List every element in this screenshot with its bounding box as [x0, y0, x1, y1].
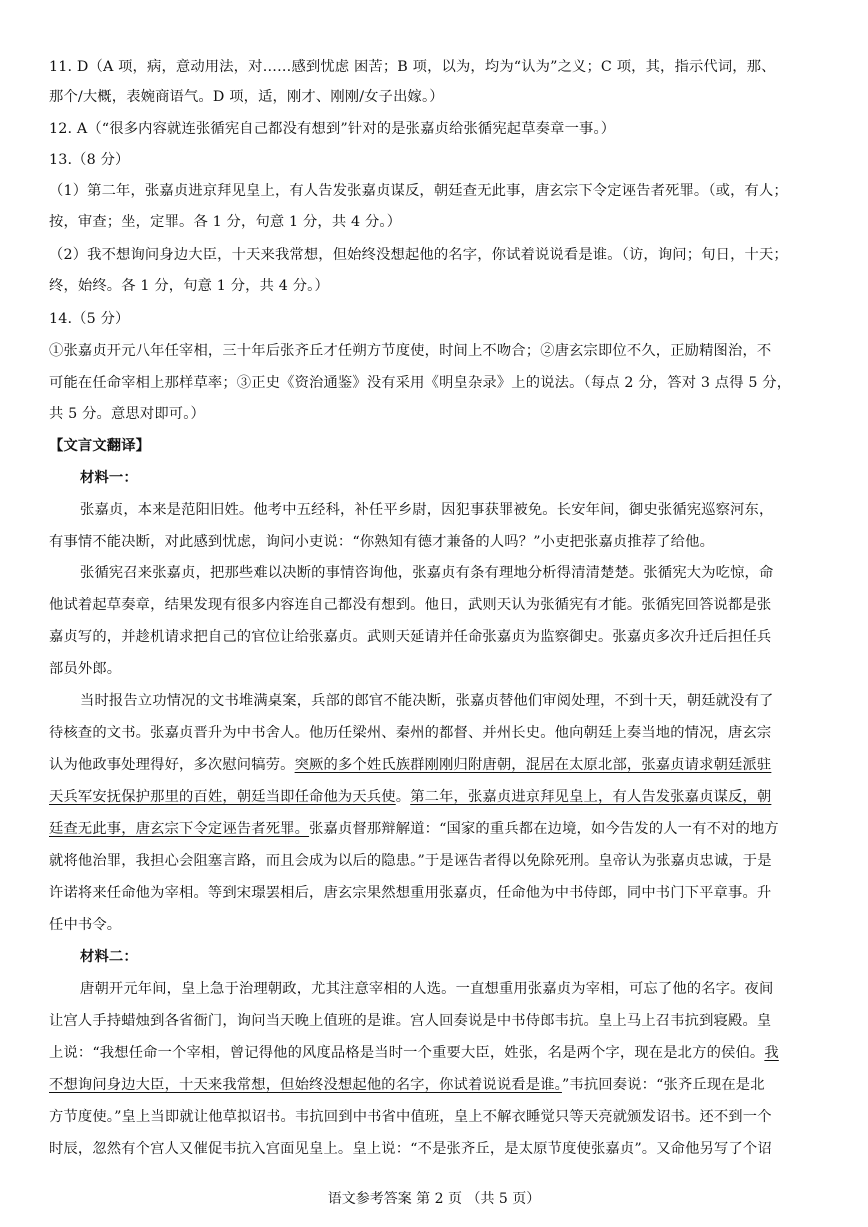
- material-1-p2-line-4: 部员外郎。: [49, 661, 122, 677]
- answer-14-heading: 14.（5 分）: [49, 311, 130, 327]
- material-1-p2-line-2: 他试着起草奏章，结果发现有很多内容连自己都没有想到。他日，武则天认为张循宪有才能。张循宪回答说都是张: [49, 597, 772, 613]
- material-2-p1-line-6: 时辰，忽然有个宫人又催促韦抗入宫面见皇上。皇上说：“不是张齐丘，是太原节度使张嘉贞”。又命他另写了个诏: [49, 1141, 772, 1157]
- underlined-text: 不想询问身边大臣，十天来我常想，但始终没想起他的名字，你试着说说看是谁。: [49, 1077, 562, 1093]
- plain-text: 。: [395, 789, 411, 805]
- translation-heading: 【文言文翻译】: [49, 438, 151, 454]
- plain-text: ”韦抗回奏说：“张齐丘现在是北: [561, 1077, 765, 1093]
- material-1-p3-line-1: 当时报告立功情况的文书堆满桌案，兵部的郎官不能决断，张嘉贞替他们审阅处理，不到十天，朝廷就没有了: [80, 693, 774, 709]
- plain-text: 张嘉贞督那辩解道：“国家的重兵都在边境，如今告发的人一有不对的地方: [309, 821, 779, 837]
- material-1-p2-line-3: 嘉贞写的，并趁机请求把自己的官位让给张嘉贞。武则天延请并任命张嘉贞为监察御史。张嘉贞多次升迁后担任兵: [49, 629, 772, 645]
- plain-text: 认为他政事处理得好，多次慰问犒劳。: [49, 757, 295, 773]
- material-1-p3-line-3: [49, 754, 821, 776]
- material-1-p1-line-1: 张嘉贞，本来是范阳旧姓。他考中五经科，补任平乡尉，因犯事获罪被免。长安年间，御史张循宪巡察河东，: [80, 502, 774, 518]
- answer-14-line-1: ①张嘉贞开元八年任宰相，三十年后张齐丘才任朔方节度使，时间上不吻合；②唐玄宗即位不久，正励精图治，不: [49, 343, 772, 359]
- answer-11-line-2: 那个/大概，表婉商语气。D 项，适，刚才、刚刚/女子出嫁。）: [49, 89, 444, 105]
- underlined-text: 廷查无此事，唐玄宗下令定诬告者死罪。: [49, 821, 310, 837]
- material-2-p1-line-1: 唐朝开元年间，皇上急于治理朝政，尤其注意宰相的人选。一直想重用张嘉贞为宰相，可忘了他的名字。夜间: [80, 981, 774, 997]
- material-1-p3-line-2: 待核查的文书。张嘉贞晋升为中书舍人。他历任梁州、秦州的都督、并州长史。他向朝廷上奏当地的情况，唐玄宗: [49, 725, 772, 741]
- material-2-label: 材料二：: [80, 949, 138, 965]
- answer-14-line-3: 共 5 分。意思对即可。）: [49, 406, 205, 422]
- answer-13-line-4: 终，始终。各 1 分，句意 1 分，共 4 分。）: [49, 278, 329, 294]
- material-2-p1-line-3: [49, 1042, 821, 1064]
- answer-14-line-2: 可能在任命宰相上那样草率；③正史《资治通鉴》没有采用《明皇杂录》上的说法。（每点 2 分，答对 3 点得 5 分，: [49, 375, 792, 391]
- underlined-text: 突厥的多个姓氏族群刚刚归附唐朝，混居在太原北部，张嘉贞请求朝廷派驻: [294, 757, 772, 773]
- page-footer: 语文参考答案 第 2 页 （共 5 页）: [327, 1191, 541, 1207]
- answer-11-line-1: 11. D（A 项，病，意动用法，对……感到忧虑 困苦；B 项，以为，均为“认为”之义；C 项，其，指示代词，那、: [49, 59, 776, 75]
- material-2-p1-line-4: [49, 1074, 821, 1096]
- plain-text: 上说：“我想任命一个宰相，曾记得他的风度品格是当时一个重要大臣，姓张，名是两个字，现在是北方的侯伯。: [49, 1045, 765, 1061]
- underlined-text: 我: [764, 1045, 779, 1061]
- material-1-p3-line-7: 许诺将来任命他为宰相。等到宋璟罢相后，唐玄宗果然想重用张嘉贞，任命他为中书侍郎，同中书门下平章事。升: [49, 885, 772, 901]
- underlined-text: 第二年，张嘉贞进京拜见皇上，有人告发张嘉贞谋反，朝: [410, 789, 772, 805]
- material-1-label: 材料一：: [80, 470, 138, 486]
- underlined-text: 天兵军安抚保护那里的百姓，朝廷当即任命他为天兵使: [49, 789, 396, 805]
- answer-13-line-2: 按，审查；坐，定罪。各 1 分，句意 1 分，共 4 分。）: [49, 214, 402, 230]
- material-1-p1-line-2: 有事情不能决断，对此感到忧虑，询问小吏说：“你熟知有德才兼备的人吗？”小吏把张嘉贞推荐了给他。: [49, 534, 715, 550]
- material-1-p2-line-1: 张循宪召来张嘉贞，把那些难以决断的事情咨询他，张嘉贞有条有理地分析得清清楚楚。张循宪大为吃惊，命: [80, 565, 774, 581]
- answer-13-line-3: （2）我不想询问身边大臣，十天来我常想，但始终没想起他的名字，你试着说说看是谁。（访，询问；旬日，十天；: [49, 247, 788, 263]
- material-2-p1-line-2: 让宫人手持蜡烛到各省衙门，询问当天晚上值班的是谁。宫人回奏说是中书侍郎韦抗。皇上马上召韦抗到寝殿。皇: [49, 1013, 772, 1029]
- material-1-p3-line-8: 任中书令。: [49, 917, 122, 933]
- material-2-p1-line-5: 方节度使。”皇上当即就让他草拟诏书。韦抗回到中书省中值班，皇上不解衣睡觉只等天亮就颁发诏书。还不到一个: [49, 1109, 772, 1125]
- material-1-p3-line-4: [49, 786, 821, 808]
- answer-12-line-1: 12. A（“很多内容就连张循宪自己都没有想到”针对的是张嘉贞给张循宪起草奏章一事。）: [49, 121, 616, 137]
- material-1-p3-line-5: [49, 818, 821, 840]
- answer-13-line-1: （1）第二年，张嘉贞进京拜见皇上，有人告发张嘉贞谋反，朝廷查无此事，唐玄宗下令定诬告者死罪。（或，有人；: [49, 183, 788, 199]
- material-1-p3-line-6: 就将他治罪，我担心会阻塞言路，而且会成为以后的隐患。”于是诬告者得以免除死刑。皇帝认为张嘉贞忠诚，于是: [49, 853, 772, 869]
- answer-13-heading: 13.（8 分）: [49, 152, 130, 168]
